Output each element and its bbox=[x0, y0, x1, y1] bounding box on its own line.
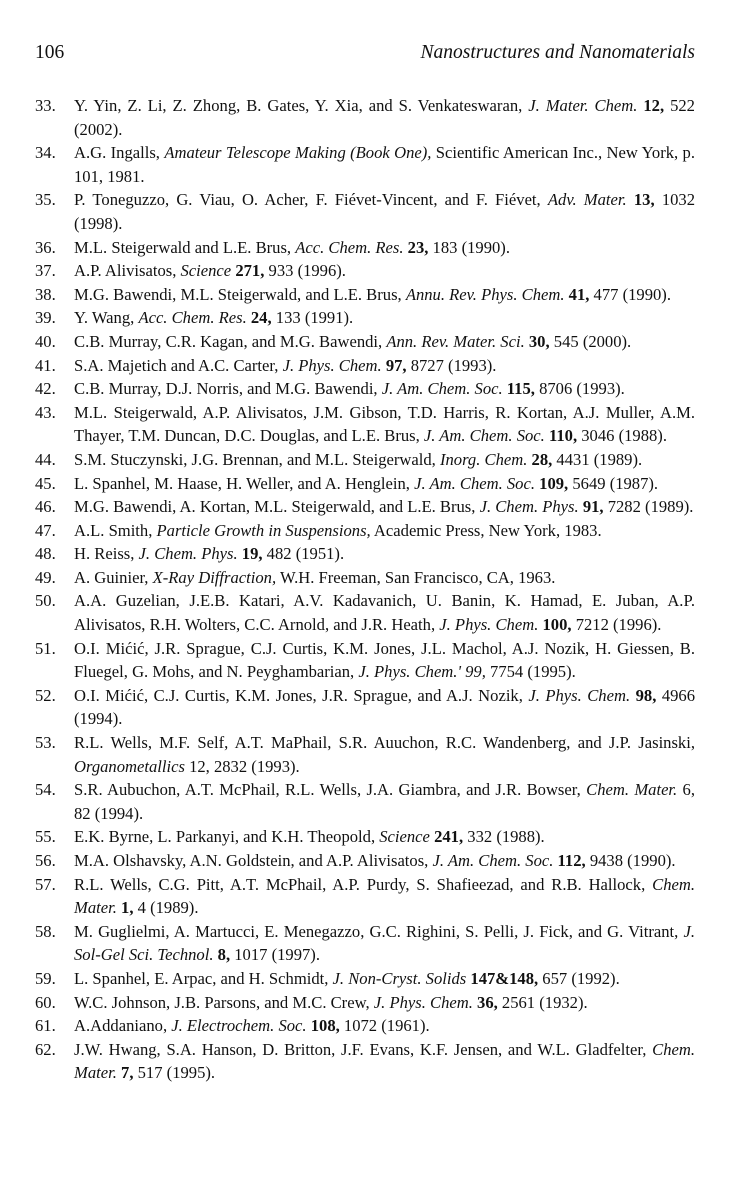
reference-bold-segment: 91, bbox=[582, 497, 604, 517]
reference-italic-segment: J. Chem. Phys. bbox=[138, 544, 238, 564]
reference-item bbox=[35, 94, 695, 141]
reference-italic-segment: Chem. Mater. bbox=[74, 874, 695, 918]
reference-item bbox=[35, 495, 695, 519]
reference-segment: 4431 (1989). bbox=[552, 449, 643, 469]
reference-number: 38. bbox=[35, 284, 56, 304]
reference-text bbox=[74, 684, 695, 731]
reference-segment: Y. Wang, bbox=[74, 308, 139, 328]
reference-text bbox=[74, 354, 695, 378]
reference-bold-segment: 41, bbox=[568, 284, 590, 304]
reference-item bbox=[35, 684, 695, 731]
reference-list bbox=[35, 94, 695, 1085]
reference-italic-segment: J. Sol-Gel Sci. Technol. bbox=[74, 921, 695, 965]
reference-text bbox=[74, 283, 695, 307]
reference-item bbox=[35, 637, 695, 684]
reference-segment: 183 (1990). bbox=[428, 237, 510, 257]
reference-segment: E.K. Byrne, L. Parkanyi, and K.H. Theopold, bbox=[74, 827, 380, 847]
reference-italic-segment: J. Phys. Chem. bbox=[358, 662, 458, 682]
reference-segment: S.M. Stuczynski, J.G. Brennan, and M.L. Steigerwald, bbox=[74, 449, 440, 469]
reference-item bbox=[35, 1014, 695, 1038]
reference-bold-segment: 1, bbox=[121, 898, 134, 918]
reference-item bbox=[35, 519, 695, 543]
reference-segment: S.R. Aubuchon, A.T. McPhail, R.L. Wells, J.A. Giambra, and J.R. Bowser, bbox=[74, 780, 587, 800]
reference-bold-segment: 147&148, bbox=[470, 968, 539, 988]
reference-italic-segment: J. Phys. Chem. bbox=[439, 615, 539, 635]
reference-item bbox=[35, 354, 695, 378]
reference-segment: 1072 (1961). bbox=[339, 1016, 430, 1036]
reference-number: 54. bbox=[35, 780, 56, 800]
reference-number: 43. bbox=[35, 402, 56, 422]
reference-number: 48. bbox=[35, 544, 56, 564]
reference-number: 53. bbox=[35, 733, 56, 753]
reference-number: 44. bbox=[35, 449, 56, 469]
reference-number: 33. bbox=[35, 96, 56, 115]
reference-bold-segment: 23, bbox=[407, 237, 429, 257]
reference-segment: M.L. Steigerwald, A.P. Alivisatos, J.M. Gibson, T.D. Harris, R. Kortan, A.J. Muller, A.M. Thayer, T.M. Duncan, D.C. Douglas, and L.E. Brus, bbox=[74, 402, 695, 446]
reference-segment: W.H. Freeman, San Francisco, CA, 1963. bbox=[276, 567, 556, 587]
reference-number: 39. bbox=[35, 308, 56, 328]
reference-item bbox=[35, 542, 695, 566]
reference-bold-segment: 19, bbox=[241, 544, 263, 564]
reference-bold-segment: 97, bbox=[385, 355, 407, 375]
reference-text bbox=[74, 1038, 695, 1085]
reference-text bbox=[74, 967, 695, 991]
reference-bold-segment: 8, bbox=[217, 945, 231, 965]
reference-bold-segment: 98, bbox=[635, 685, 657, 705]
reference-italic-segment: J. Phys. Chem. bbox=[282, 355, 382, 375]
reference-segment: R.L. Wells, M.F. Self, A.T. MaPhail, S.R. Auuchon, R.C. Wandenberg, and J.P. Jasinski, bbox=[74, 733, 695, 753]
reference-italic-segment: Amateur Telescope Making (Book One), bbox=[164, 143, 432, 163]
reference-item bbox=[35, 967, 695, 991]
reference-item bbox=[35, 920, 695, 967]
reference-segment: J.W. Hwang, S.A. Hanson, D. Britton, J.F. Evans, K.F. Jensen, and W.L. Gladfelter, bbox=[74, 1039, 653, 1059]
reference-item bbox=[35, 472, 695, 496]
reference-italic-segment: Adv. Mater. bbox=[547, 190, 627, 210]
reference-text bbox=[74, 542, 695, 566]
reference-segment: A.P. Alivisatos, bbox=[74, 261, 181, 281]
reference-segment: 657 (1992). bbox=[538, 968, 620, 988]
reference-text bbox=[74, 731, 695, 778]
reference-segment: L. Spanhel, M. Haase, H. Weller, and A. Henglein, bbox=[74, 473, 415, 493]
reference-bold-segment: 7, bbox=[121, 1063, 134, 1083]
page-header bbox=[35, 42, 695, 64]
reference-bold-segment: 30, bbox=[528, 331, 550, 351]
reference-number: 62. bbox=[35, 1039, 56, 1059]
reference-segment: 517 (1995). bbox=[133, 1063, 216, 1083]
reference-number: 57. bbox=[35, 874, 56, 894]
reference-segment: Y. Yin, Z. Li, Z. Zhong, B. Gates, Y. Xia, and S. Venkateswaran, bbox=[74, 96, 529, 115]
reference-italic-segment: Chem. Mater. bbox=[586, 780, 678, 800]
reference-segment: 8727 (1993). bbox=[406, 355, 497, 375]
reference-item bbox=[35, 566, 695, 590]
reference-item bbox=[35, 448, 695, 472]
reference-bold-segment: 12, bbox=[643, 96, 665, 115]
reference-number: 45. bbox=[35, 473, 56, 493]
reference-number: 42. bbox=[35, 379, 56, 399]
reference-italic-segment: J. Chem. Phys. bbox=[479, 497, 579, 517]
reference-item bbox=[35, 589, 695, 636]
reference-item bbox=[35, 306, 695, 330]
reference-text bbox=[74, 519, 695, 543]
reference-segment: 6, 82 (1994). bbox=[74, 780, 696, 823]
reference-italic-segment: J. Non-Cryst. Solids bbox=[332, 968, 467, 988]
reference-segment: 933 (1996). bbox=[264, 261, 346, 281]
reference-bold-segment: 241, bbox=[434, 827, 464, 847]
reference-item bbox=[35, 141, 695, 188]
reference-text bbox=[74, 566, 695, 590]
reference-segment: M.G. Bawendi, A. Kortan, M.L. Steigerwald, and L.E. Brus, bbox=[74, 497, 480, 517]
reference-italic-segment: J. Am. Chem. Soc. bbox=[432, 851, 554, 870]
reference-text bbox=[74, 188, 695, 235]
reference-italic-segment: J. Am. Chem. Soc. bbox=[381, 379, 503, 399]
page-number: 106 bbox=[35, 42, 65, 63]
reference-item bbox=[35, 778, 695, 825]
reference-segment: Academic Press, New York, 1983. bbox=[370, 520, 602, 540]
reference-segment bbox=[627, 190, 634, 209]
reference-number: 55. bbox=[35, 827, 56, 847]
reference-number: 46. bbox=[35, 497, 56, 517]
reference-segment: A. Guinier, bbox=[74, 567, 153, 587]
reference-number: 50. bbox=[35, 591, 56, 611]
reference-italic-segment: Acc. Chem. Res. bbox=[295, 237, 404, 257]
reference-text bbox=[74, 236, 695, 260]
reference-segment: A.L. Smith, bbox=[74, 520, 157, 540]
reference-segment: 545 (2000). bbox=[549, 331, 632, 351]
reference-text bbox=[74, 141, 695, 188]
reference-text bbox=[74, 873, 695, 920]
reference-segment: 477 (1990). bbox=[589, 284, 671, 304]
reference-number: 40. bbox=[35, 331, 56, 351]
reference-italic-segment: J. Phys. Chem. bbox=[528, 685, 631, 705]
reference-text bbox=[74, 472, 695, 496]
reference-segment: 9438 (1990). bbox=[585, 851, 676, 870]
reference-number: 37. bbox=[35, 261, 56, 281]
reference-text bbox=[74, 495, 695, 519]
reference-segment: A.A. Guzelian, J.E.B. Katari, A.V. Kadavanich, U. Banin, K. Hamad, E. Juban, A.P. Alivisatos, R.H. Wolters, C.C. Arnold, and J.R. Heath, bbox=[74, 591, 695, 635]
reference-text bbox=[74, 306, 695, 330]
reference-text bbox=[74, 377, 695, 401]
reference-text bbox=[74, 778, 695, 825]
reference-bold-segment: 110, bbox=[548, 426, 578, 446]
reference-segment: 1032 (1998). bbox=[74, 190, 696, 233]
reference-segment: 3046 (1988). bbox=[577, 426, 667, 446]
reference-number: 51. bbox=[35, 638, 56, 658]
reference-item bbox=[35, 1038, 695, 1085]
reference-bold-segment: 108, bbox=[310, 1016, 340, 1036]
reference-italic-segment: Ann. Rev. Mater. Sci. bbox=[386, 331, 525, 351]
reference-segment: A.G. Ingalls, bbox=[74, 143, 165, 163]
reference-segment: L. Spanhel, E. Arpac, and H. Schmidt, bbox=[74, 968, 333, 988]
reference-segment: C.B. Murray, D.J. Norris, and M.G. Bawendi, bbox=[74, 379, 382, 399]
reference-text bbox=[74, 825, 695, 849]
reference-segment: 7754 (1995). bbox=[485, 662, 576, 682]
reference-italic-segment: Science bbox=[379, 827, 430, 847]
reference-segment: 2561 (1932). bbox=[497, 992, 588, 1012]
reference-item bbox=[35, 283, 695, 307]
reference-text bbox=[74, 401, 695, 448]
reference-bold-segment: 109, bbox=[539, 473, 569, 493]
reference-item bbox=[35, 401, 695, 448]
reference-segment: A.Addaniano, bbox=[74, 1016, 172, 1036]
reference-item bbox=[35, 188, 695, 235]
reference-item bbox=[35, 825, 695, 849]
reference-italic-segment: Particle Growth in Suspensions, bbox=[156, 520, 371, 540]
reference-segment: M. Guglielmi, A. Martucci, E. Menegazzo, G.C. Righini, S. Pelli, J. Fick, and G. Vitrant, bbox=[74, 921, 684, 941]
reference-number: 56. bbox=[35, 851, 56, 870]
reference-segment: 5649 (1987). bbox=[568, 473, 659, 493]
reference-bold-segment: 271, bbox=[235, 261, 265, 281]
reference-segment: 4 (1989). bbox=[133, 898, 199, 918]
reference-segment: 522 (2002). bbox=[74, 96, 695, 139]
reference-item bbox=[35, 991, 695, 1015]
reference-text bbox=[74, 589, 695, 636]
reference-bold-segment: 24, bbox=[250, 308, 272, 328]
reference-text bbox=[74, 448, 695, 472]
reference-segment: S.A. Majetich and A.C. Carter, bbox=[74, 355, 283, 375]
reference-italic-segment: Organometallics bbox=[74, 756, 185, 776]
reference-segment: P. Toneguzzo, G. Viau, O. Acher, F. Fiévet-Vincent, and F. Fiévet, bbox=[74, 190, 548, 210]
reference-segment: C.B. Murray, C.R. Kagan, and M.G. Bawendi, bbox=[74, 331, 387, 351]
reference-text bbox=[74, 330, 695, 354]
reference-bold-segment: 112, bbox=[557, 851, 586, 870]
reference-number: 60. bbox=[35, 992, 56, 1012]
reference-segment: 7212 (1996). bbox=[571, 615, 662, 635]
reference-number: 58. bbox=[35, 921, 56, 941]
reference-item bbox=[35, 849, 695, 873]
reference-italic-segment: Annu. Rev. Phys. Chem. bbox=[405, 284, 565, 304]
reference-segment: M.L. Steigerwald and L.E. Brus, bbox=[74, 237, 296, 257]
running-title: Nanostructures and Nanomaterials bbox=[420, 42, 695, 63]
reference-segment: O.I. Mićić, C.J. Curtis, K.M. Jones, J.R. Sprague, and A.J. Nozik, bbox=[74, 685, 529, 705]
reference-text bbox=[74, 1014, 695, 1038]
reference-italic-segment: J. Am. Chem. Soc. bbox=[414, 473, 535, 493]
reference-bold-segment: 36, bbox=[477, 992, 498, 1012]
reference-italic-segment: J. Electrochem. Soc. bbox=[171, 1016, 307, 1036]
reference-segment: 133 (1991). bbox=[271, 308, 354, 328]
reference-number: 34. bbox=[35, 143, 56, 163]
reference-number: 49. bbox=[35, 567, 56, 587]
reference-segment: Scientific American Inc., New York, p. 101, 1981. bbox=[74, 143, 696, 186]
reference-bold-segment: 115, bbox=[506, 379, 535, 399]
reference-text bbox=[74, 259, 695, 283]
reference-italic-segment: Science bbox=[180, 261, 232, 281]
reference-item bbox=[35, 731, 695, 778]
reference-text bbox=[74, 94, 695, 141]
reference-segment: 8706 (1993). bbox=[534, 379, 625, 399]
reference-segment: W.C. Johnson, J.B. Parsons, and M.C. Crew, bbox=[74, 992, 374, 1012]
reference-segment: 482 (1951). bbox=[262, 544, 345, 564]
reference-italic-segment: J. Phys. Chem. bbox=[373, 992, 473, 1012]
reference-item bbox=[35, 873, 695, 920]
reference-segment: 12, 2832 (1993). bbox=[184, 756, 300, 776]
reference-text bbox=[74, 849, 695, 873]
reference-segment: 1017 (1997). bbox=[230, 945, 320, 965]
reference-item bbox=[35, 330, 695, 354]
reference-italic-segment: Chem. Mater. bbox=[74, 1039, 695, 1083]
reference-number: 61. bbox=[35, 1016, 56, 1036]
reference-segment: M.G. Bawendi, M.L. Steigerwald, and L.E. Brus, bbox=[74, 284, 406, 304]
reference-italic-segment: ' 99, bbox=[457, 662, 486, 682]
reference-item bbox=[35, 259, 695, 283]
reference-number: 41. bbox=[35, 355, 56, 375]
reference-italic-segment: Acc. Chem. Res. bbox=[138, 308, 247, 328]
reference-number: 52. bbox=[35, 685, 56, 705]
reference-text bbox=[74, 991, 695, 1015]
reference-segment: 332 (1988). bbox=[463, 827, 545, 847]
reference-bold-segment: 28, bbox=[531, 449, 553, 469]
reference-text bbox=[74, 637, 695, 684]
reference-italic-segment: J. Mater. Chem. bbox=[528, 96, 638, 115]
reference-item bbox=[35, 377, 695, 401]
reference-number: 47. bbox=[35, 520, 56, 540]
reference-number: 35. bbox=[35, 190, 56, 210]
reference-segment: M.A. Olshavsky, A.N. Goldstein, and A.P. Alivisatos, bbox=[74, 851, 433, 870]
reference-number: 59. bbox=[35, 968, 56, 988]
reference-italic-segment: J. Am. Chem. Soc. bbox=[423, 426, 545, 446]
reference-segment: 4966 (1994). bbox=[74, 685, 696, 729]
reference-number: 36. bbox=[35, 237, 56, 257]
reference-bold-segment: 100, bbox=[542, 615, 572, 635]
reference-segment: R.L. Wells, C.G. Pitt, A.T. McPhail, A.P. Purdy, S. Shafieezad, and R.B. Hallock, bbox=[74, 874, 653, 894]
reference-segment: O.I. Mićić, J.R. Sprague, C.J. Curtis, K.M. Jones, J.L. Machol, A.J. Nozik, H. Giessen, B. Fluegel, G. Mohs, and N. Peyghambarian, bbox=[74, 638, 695, 682]
reference-item bbox=[35, 236, 695, 260]
reference-italic-segment: X-Ray Diffraction, bbox=[152, 567, 277, 587]
reference-segment: 7282 (1989). bbox=[603, 497, 694, 517]
reference-text bbox=[74, 920, 695, 967]
reference-segment: H. Reiss, bbox=[74, 544, 139, 564]
reference-italic-segment: Inorg. Chem. bbox=[439, 449, 528, 469]
reference-bold-segment: 13, bbox=[633, 190, 655, 210]
